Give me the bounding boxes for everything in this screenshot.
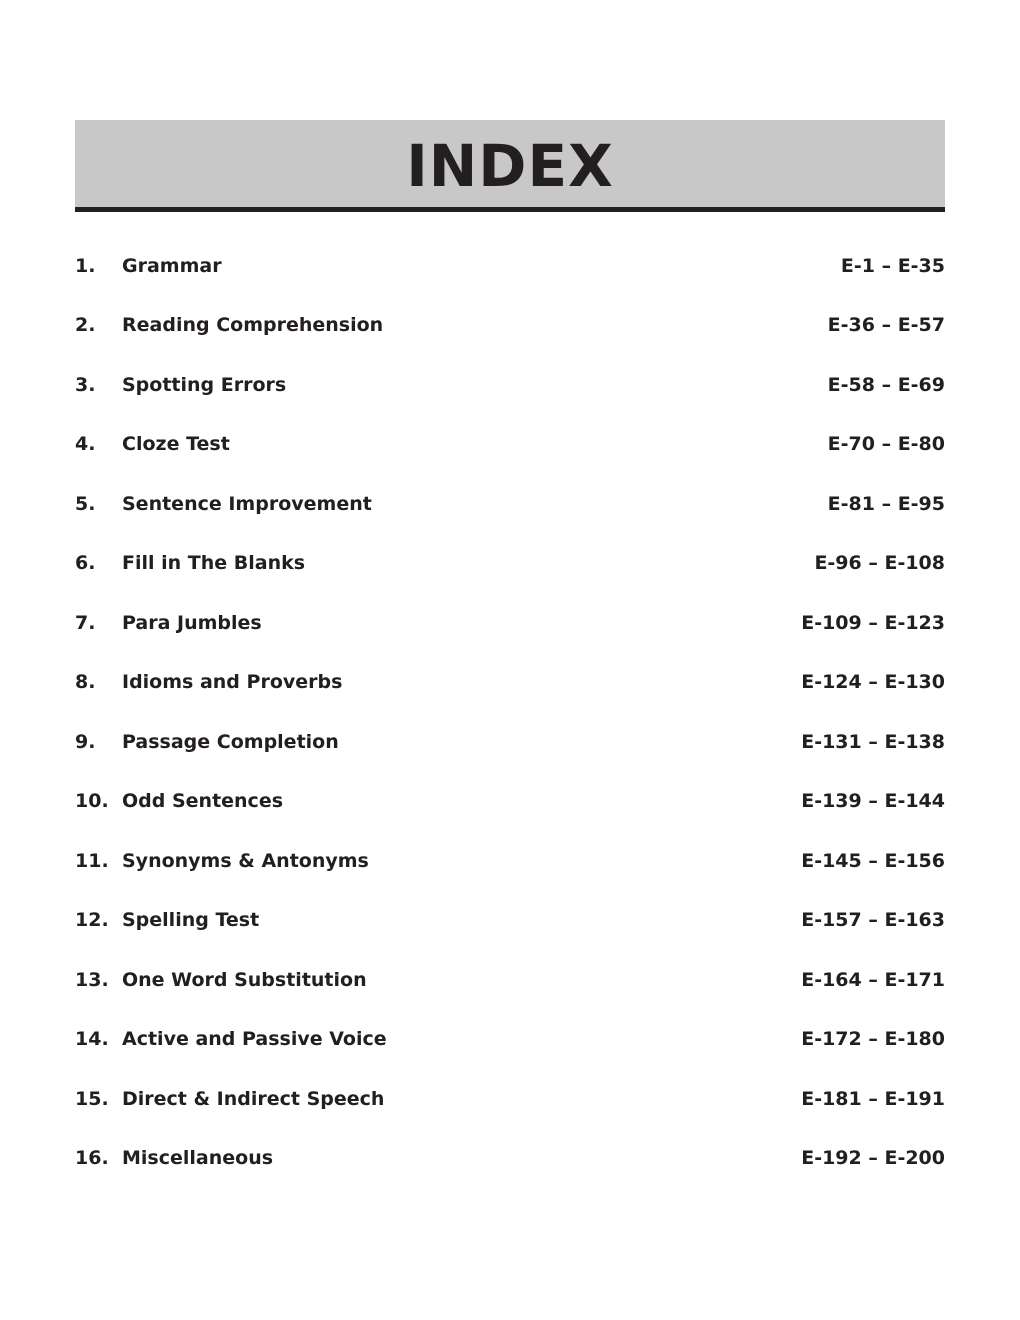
toc-entry-pages: E-81 – E-95 (827, 492, 945, 515)
toc-entry-para-jumbles[interactable] (75, 593, 945, 653)
toc-entry-pages: E-131 – E-138 (801, 730, 945, 753)
toc-entry-number: 16. (75, 1147, 109, 1170)
toc-entry-pages: E-1 – E-35 (840, 254, 945, 277)
toc-entry-title: One Word Substitution (122, 968, 367, 991)
toc-entry-title: Sentence Improvement (122, 492, 372, 515)
toc-entry-fill-in-the-blanks[interactable] (75, 534, 945, 594)
toc-entry-title: Odd Sentences (122, 790, 284, 813)
toc-entry-title: Grammar (122, 254, 222, 277)
toc-entry-direct-indirect-speech[interactable] (75, 1069, 945, 1129)
toc-entry-pages: E-58 – E-69 (827, 373, 945, 396)
toc-entry-number: 8. (75, 671, 96, 694)
toc-entry-pages: E-181 – E-191 (801, 1087, 945, 1110)
page-title: INDEX (406, 132, 614, 200)
toc-entry-one-word-substitution[interactable] (75, 950, 945, 1010)
toc-entry-title: Active and Passive Voice (122, 1028, 387, 1051)
toc-entry-pages: E-96 – E-108 (814, 552, 945, 575)
toc-entry-pages: E-192 – E-200 (801, 1147, 945, 1170)
toc-entry-sentence-improvement[interactable] (75, 474, 945, 534)
toc-entry-title: Idioms and Proverbs (122, 671, 343, 694)
toc-entry-pages: E-70 – E-80 (827, 433, 945, 456)
toc-entry-title: Fill in The Blanks (122, 552, 306, 575)
toc-entry-grammar[interactable] (75, 236, 945, 296)
toc-entry-idioms-and-proverbs[interactable] (75, 653, 945, 713)
toc-entry-title: Passage Completion (122, 730, 339, 753)
toc-entry-odd-sentences[interactable] (75, 772, 945, 832)
toc-entry-pages: E-145 – E-156 (801, 849, 945, 872)
toc-entry-number: 4. (75, 433, 96, 456)
toc-entry-cloze-test[interactable] (75, 415, 945, 475)
toc-entry-pages: E-36 – E-57 (827, 314, 945, 337)
toc-entry-spelling-test[interactable] (75, 891, 945, 951)
toc-entry-title: Para Jumbles (122, 611, 262, 634)
toc-entry-number: 14. (75, 1028, 109, 1051)
header-divider (75, 207, 945, 212)
toc-entry-pages: E-164 – E-171 (801, 968, 945, 991)
toc-entry-title: Direct & Indirect Speech (122, 1087, 385, 1110)
toc-entry-number: 1. (75, 254, 96, 277)
toc-entry-number: 12. (75, 909, 109, 932)
toc-entry-title: Miscellaneous (122, 1147, 274, 1170)
toc-entry-number: 2. (75, 314, 96, 337)
toc-entry-number: 3. (75, 373, 96, 396)
toc-entry-number: 13. (75, 968, 109, 991)
toc-entry-number: 11. (75, 849, 109, 872)
toc-entry-number: 5. (75, 492, 96, 515)
toc-entry-title: Spotting Errors (122, 373, 287, 396)
toc-entry-title: Spelling Test (122, 909, 260, 932)
toc-entry-title: Cloze Test (122, 433, 230, 456)
toc-entry-pages: E-172 – E-180 (801, 1028, 945, 1051)
toc-entry-number: 10. (75, 790, 109, 813)
toc-entry-reading-comprehension[interactable] (75, 296, 945, 356)
toc-entry-number: 9. (75, 730, 96, 753)
toc-entry-pages: E-109 – E-123 (801, 611, 945, 634)
toc-entry-passage-completion[interactable] (75, 712, 945, 772)
toc-entry-pages: E-139 – E-144 (801, 790, 945, 813)
toc-entry-synonyms-antonyms[interactable] (75, 831, 945, 891)
toc-entry-pages: E-124 – E-130 (801, 671, 945, 694)
index-header-band (75, 120, 945, 208)
toc-entry-active-and-passive-voice[interactable] (75, 1010, 945, 1070)
toc-entry-number: 6. (75, 552, 96, 575)
toc-entry-number: 7. (75, 611, 96, 634)
toc-entry-spotting-errors[interactable] (75, 355, 945, 415)
toc-entry-pages: E-157 – E-163 (801, 909, 945, 932)
toc-entry-title: Reading Comprehension (122, 314, 384, 337)
table-of-contents (75, 236, 945, 1188)
toc-entry-number: 15. (75, 1087, 109, 1110)
toc-entry-title: Synonyms & Antonyms (122, 849, 369, 872)
toc-entry-miscellaneous[interactable] (75, 1129, 945, 1189)
